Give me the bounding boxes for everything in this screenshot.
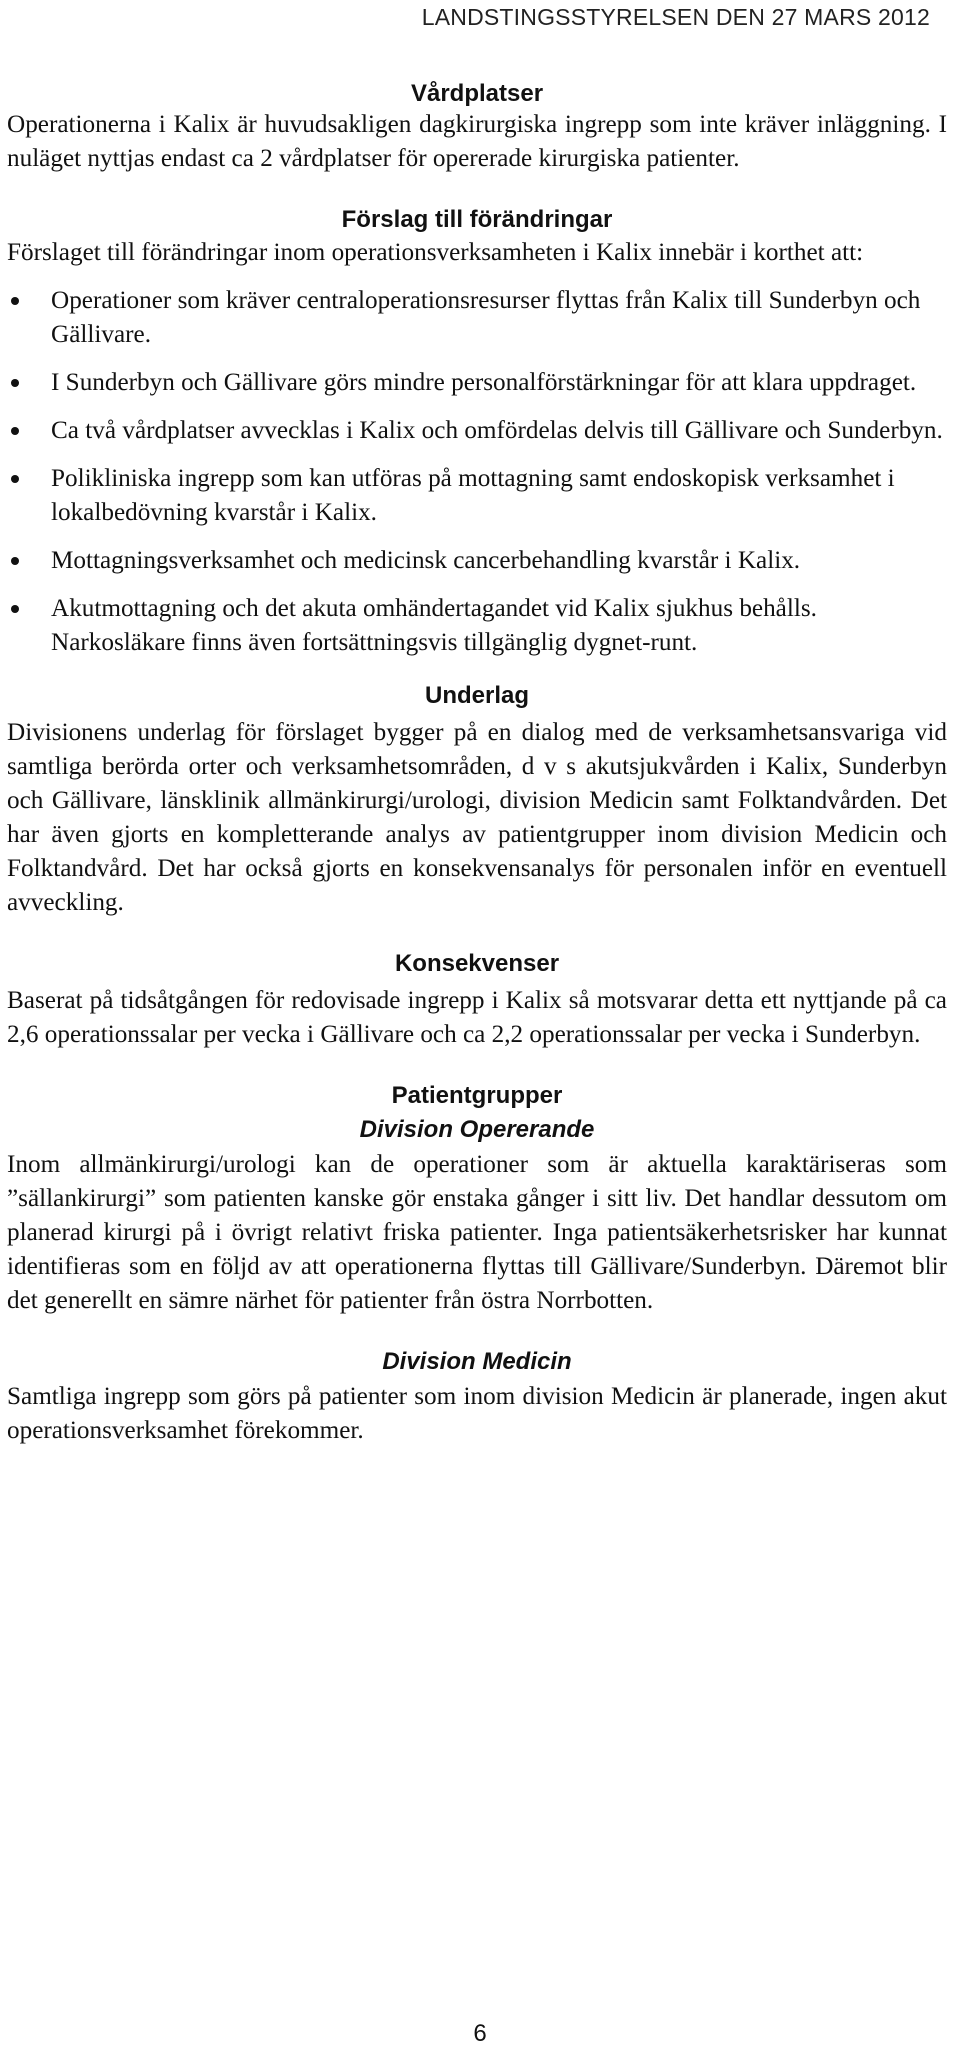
bullet-icon xyxy=(11,605,19,613)
heading-patientgrupper: Patientgrupper xyxy=(391,1082,563,1109)
paragraph-forslag-intro: Förslaget till förändringar inom operationsverksamheten i Kalix innebär i korthet att: xyxy=(7,239,864,266)
bullet-item xyxy=(7,544,947,578)
bullet-icon xyxy=(11,557,19,565)
paragraph-division-medicin: Samtliga ingrepp som görs på patienter som inom division Medicin är planerade, ingen akut operationsverksamhet förekommer. xyxy=(7,1383,947,1444)
bullet-text: I Sunderbyn och Gällivare görs mindre personalförstärkningar för att klara uppdraget. xyxy=(51,369,917,396)
heading-division-opererande: Division Opererande xyxy=(359,1116,595,1143)
bullet-item xyxy=(7,284,947,352)
paragraph-division-opererande: Inom allmänkirurgi/urologi kan de operationer som är aktuella karaktäriseras som ”sällankirurgi” som patienten kanske gör enstaka gånger i sitt liv. Det handlar dessutom om planerad kirurgi på i övrigt relativt friska patienter. Inga patientsäkerhetsrisker har kunnat identifieras som en följd av att operationerna flyttas till Gällivare/Sunderbyn. Däremot blir det generellt en sämre närhet för patienter från östra Norrbotten. xyxy=(7,1151,947,1314)
bullet-item xyxy=(7,462,947,530)
paragraph-vardplatser: Operationerna i Kalix är huvudsakligen dagkirurgiska ingrepp som inte kräver inläggning. I nuläget nyttjas endast ca 2 vårdplatser för opererade kirurgiska patienter. xyxy=(7,111,947,172)
bullet-text: Operationer som kräver centraloperationsresurser flyttas från Kalix till Sunderbyn och Gällivare. xyxy=(51,287,921,348)
paragraph-konsekvenser: Baserat på tidsåtgången för redovisade ingrepp i Kalix så motsvarar detta ett nyttjande på ca 2,6 operationssalar per vecka i Gällivare och ca 2,2 operationssalar per vecka i Sunderbyn. xyxy=(7,987,947,1048)
page-number: 6 xyxy=(473,2020,487,2047)
heading-division-medicin: Division Medicin xyxy=(382,1348,572,1375)
document-body xyxy=(7,80,947,1448)
bullet-list-forslag xyxy=(7,284,947,660)
bullet-icon xyxy=(11,427,19,435)
heading-vardplatser: Vårdplatser xyxy=(410,80,544,107)
bullet-item xyxy=(7,414,947,448)
bullet-item xyxy=(7,366,947,400)
bullet-icon xyxy=(11,379,19,387)
page-header: LANDSTINGSSTYRELSEN DEN 27 MARS 2012 xyxy=(421,4,930,30)
heading-konsekvenser: Konsekvenser xyxy=(394,950,560,977)
bullet-text: Ca två vårdplatser avvecklas i Kalix och omfördelas delvis till Gällivare och Sunderbyn. xyxy=(51,417,943,444)
heading-forslag: Förslag till förändringar xyxy=(341,206,613,233)
bullet-text: Polikliniska ingrepp som kan utföras på mottagning samt endoskopisk verksamhet i lokalbedövning kvarstår i Kalix. xyxy=(51,465,895,526)
paragraph-underlag: Divisionens underlag för förslaget bygger på en dialog med de verksamhetsansvariga vid samtliga berörda orter och verksamhetsområden, d v s akutsjukvården i Kalix, Sunderbyn och Gällivare, länsklinik allmänkirurgi/urologi, division Medicin samt Folktandvården. Det har även gjorts en kompletterande analys av patientgrupper inom division Medicin och Folktandvård. Det har också gjorts en konsekvensanalys för personalen inför en eventuell avveckling. xyxy=(7,719,947,916)
bullet-icon xyxy=(11,475,19,483)
bullet-item xyxy=(7,592,947,660)
bullet-text: Akutmottagning och det akuta omhändertagandet vid Kalix sjukhus behålls. Narkosläkare finns även fortsättningsvis tillgänglig dygnet-runt. xyxy=(51,595,817,656)
heading-underlag: Underlag xyxy=(424,682,529,709)
bullet-text: Mottagningsverksamhet och medicinsk cancerbehandling kvarstår i Kalix. xyxy=(51,547,801,574)
bullet-icon xyxy=(11,297,19,305)
